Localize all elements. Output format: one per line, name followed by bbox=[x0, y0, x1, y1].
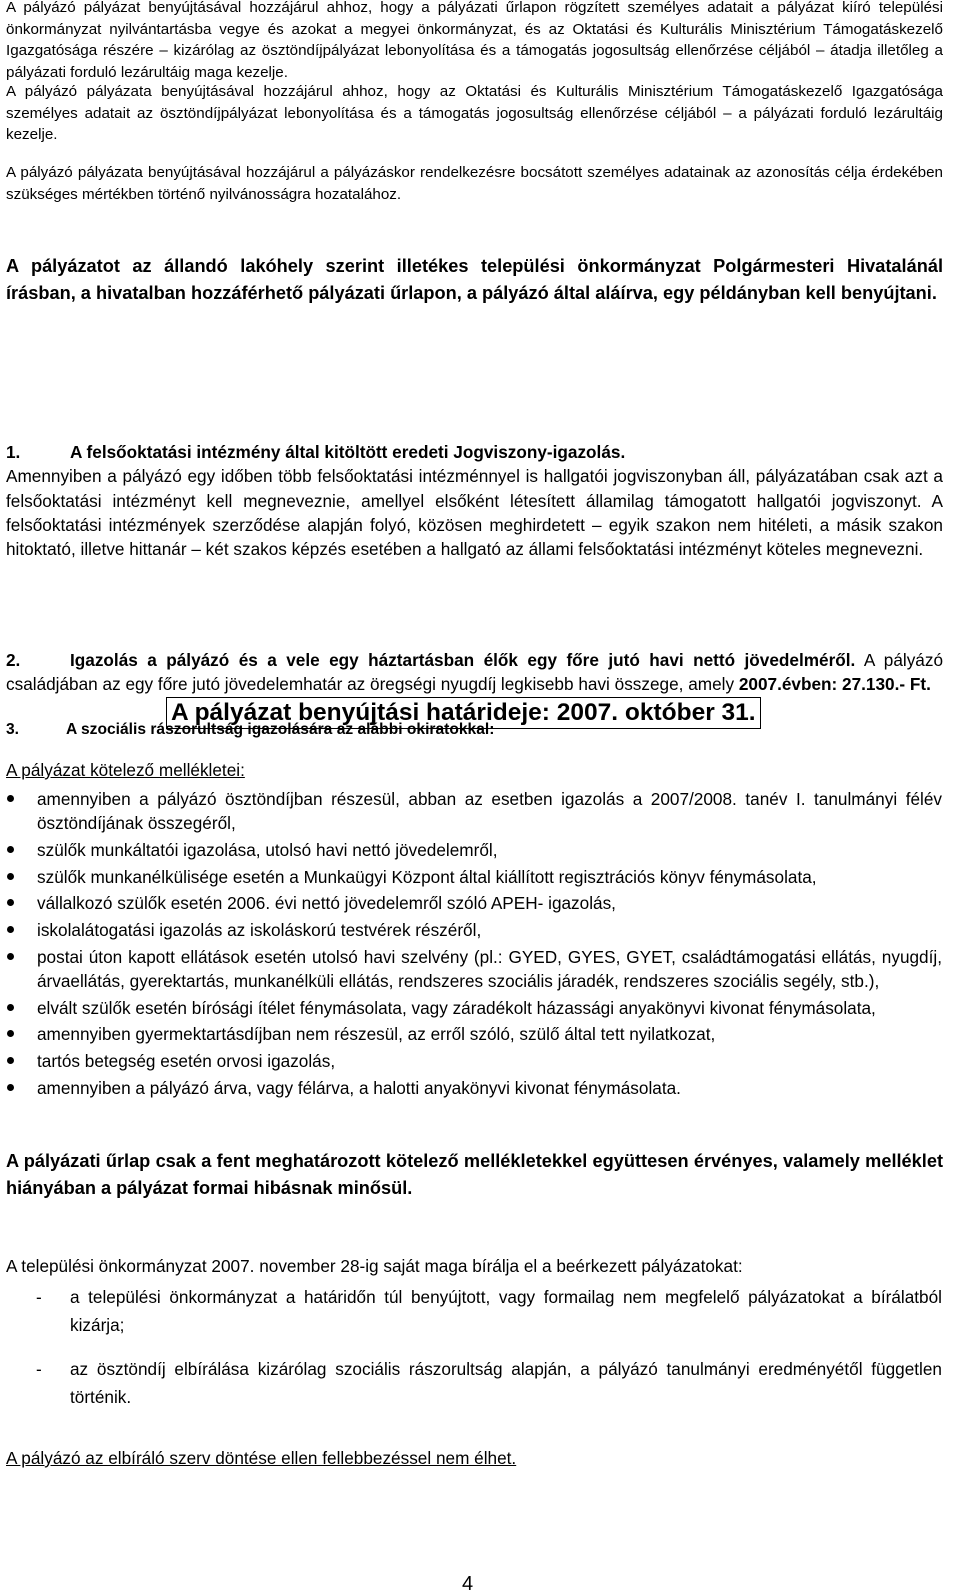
list-item: szülők munkanélkülisége esetén a Munkaügyi Központ által kiállított regisztrációs könyv fénymásolata, bbox=[0, 865, 945, 889]
attachment-item-1 bbox=[6, 440, 943, 561]
bullet-icon bbox=[7, 846, 14, 853]
consent-paragraph-3: A pályázó pályázata benyújtásával hozzájárul a pályázáskor rendelkezésre bocsátott személyes adatainak az azonosítás célja érdekében szükséges mértékben történő nyilvánosságra hozatalához. bbox=[6, 164, 943, 203]
list-item: tartós betegség esetén orvosi igazolás, bbox=[0, 1049, 945, 1073]
attachment-2-amount: 2007.évben: 27.130.- Ft. bbox=[738, 674, 931, 695]
list-item: amennyiben a pályázó árva, vagy félárva, a halotti anyakönyvi kivonat fénymásolata. bbox=[0, 1076, 945, 1100]
attachment-item-3 bbox=[6, 718, 943, 742]
attachment-2-number: 2. bbox=[6, 650, 21, 670]
attachment-1-title: A felsőoktatási intézmény által kitöltött eredeti Jogviszony-igazolás. bbox=[70, 442, 626, 462]
attachment-1-text: Amennyiben a pályázó egy időben több felsőoktatási intézménnyel is hallgatói jogviszonyban áll, pályázatában csak azt a felsőoktatási intézményt kell megneveznie, amellyel elsőként létesített államilag támogatott hallgatói jogviszonyt. A felsőoktatási intézmények szerződése alapján folyó, közösen meghirdetett – egyik szakon nem hitéleti, a másik szakon hitoktató, illetve hittanár – két szakos képzés esetében a hallgató az állami felsőoktatási intézményt köteles megnevezni. bbox=[6, 466, 943, 560]
deadline-box: A pályázat benyújtási határideje: 2007. október 31. bbox=[166, 697, 761, 729]
list-item: szülők munkáltatói igazolása, utolsó havi nettó jövedelemről, bbox=[0, 838, 945, 862]
bullet-icon bbox=[7, 1084, 14, 1091]
bullet-icon bbox=[7, 926, 14, 933]
bullet-icon bbox=[7, 1030, 14, 1037]
attachment-2-title: Igazolás a pályázó és a vele egy háztartásban élők egy főre jutó havi nettó jövedelméről. bbox=[70, 650, 856, 670]
assessment-intro: A települési önkormányzat 2007. november 28-ig saját maga bírálja el a beérkezett pályázatokat: bbox=[6, 1256, 743, 1276]
list-item: postai úton kapott ellátások esetén utolsó havi szelvény (pl.: GYED, GYES, GYET, családtámogatási ellátás, nyugdíj, árvaellátás, gyerektartás, munkanélküli ellátás, rendszeres szociális járadék, rendszeres szociális segély, stb.), bbox=[0, 945, 945, 994]
assessment-list bbox=[0, 1284, 945, 1428]
attachments-heading: A pályázat kötelező mellékletei: bbox=[6, 760, 245, 780]
bullet-icon bbox=[7, 795, 14, 802]
required-documents-list bbox=[0, 787, 945, 1102]
consent-paragraph-2: A pályázó pályázata benyújtásával hozzájárul ahhoz, hogy az Oktatási és Kulturális Minisztérium Támogatáskezelő Igazgatósága személyes adatait az ösztöndíjpályázat lebonyolítása és a támogatás jogosultság ellenőrzése céljából – a pályázati forduló lezárultáig kezelje. bbox=[6, 83, 943, 144]
bullet-icon bbox=[7, 873, 14, 880]
attachment-3-number: 3. bbox=[6, 721, 20, 738]
attachment-3-title: A szociális rászorultság igazolására az alábbi okiratokkal: bbox=[66, 721, 495, 738]
dash-icon: - bbox=[36, 1287, 42, 1307]
list-item: amennyiben gyermektartásdíjban nem részesül, az erről szóló, szülő által tett nyilatkozat, bbox=[0, 1022, 945, 1046]
attachment-1-number: 1. bbox=[6, 442, 21, 462]
page-number: 4 bbox=[462, 1573, 474, 1595]
bullet-icon bbox=[7, 899, 14, 906]
list-item: - a települési önkormányzat a határidőn túl benyújtott, vagy formailag nem megfelelő pályázatokat a bírálatból kizárja; bbox=[0, 1284, 945, 1339]
dash-icon: - bbox=[36, 1358, 42, 1379]
submission-instructions: A pályázatot az állandó lakóhely szerint illetékes települési önkormányzat Polgármesteri Hivatalánál írásban, a hivatalban hozzáférhető pályázati űrlapon, a pályázó által aláírva, egy példányban kell benyújtani. bbox=[6, 256, 943, 303]
list-item: amennyiben a pályázó ösztöndíjban részesül, abban az esetben igazolás a 2007/2008. tanév I. tanulmányi félév ösztöndíjának összegéről, bbox=[0, 787, 945, 836]
list-item: - az ösztöndíj elbírálása kizárólag szociális rászorultság alapján, a pályázó tanulmányi eredményétől független történik. bbox=[0, 1356, 945, 1411]
list-item: vállalkozó szülők esetén 2006. évi nettó jövedelemről szóló APEH- igazolás, bbox=[0, 891, 945, 915]
attachment-1-title-row bbox=[6, 440, 943, 464]
list-item: elvált szülők esetén bírósági ítélet fénymásolata, vagy záradékolt házassági anyakönyvi kivonat fénymásolata, bbox=[0, 996, 945, 1020]
consent-paragraph-1: A pályázó pályázat benyújtásával hozzájárul ahhoz, hogy a pályázati űrlapon rögzített személyes adatait a pályázat kiíró települési önkormányzat nyilvántartásba vegye és azokat a megyei önkormányzat, és az Oktatási és Kulturális Minisztérium Támogatáskezelő Igazgatósága részére – kizárólag az ösztöndíjpályázat lebonyolítása és a támogatás jogosultság ellenőrzése céljából – átadja illetőleg a pályázati forduló lezárultáig maga kezelje. bbox=[6, 0, 943, 81]
list-item: iskolalátogatási igazolás az iskoláskorú testvérek részéről, bbox=[0, 918, 945, 942]
bullet-icon bbox=[7, 953, 14, 960]
bullet-icon bbox=[7, 1004, 14, 1011]
appeal-note: A pályázó az elbíráló szerv döntése ellen fellebbezéssel nem élhet. bbox=[6, 1448, 517, 1468]
attachment-item-2 bbox=[6, 648, 943, 697]
attachment-2-text: A pályázó családjában az egy főre jutó jövedelemhatár az öregségi nyugdíj legkisebb havi összege, amely bbox=[6, 650, 944, 695]
bullet-icon bbox=[7, 1057, 14, 1064]
validity-note: A pályázati űrlap csak a fent meghatározott kötelező mellékletekkel együttesen érvényes, valamely melléklet hiányában a pályázat formai hibásnak minősül. bbox=[6, 1151, 943, 1198]
